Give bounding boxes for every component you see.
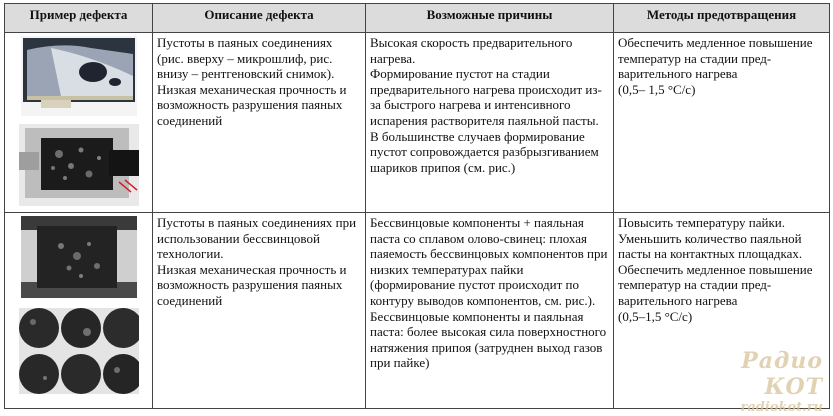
prevention-text: Обеспечить медленное повышение температур на стадии предварительного нагрева xyxy=(618,35,813,82)
cause-text: Высокая скорость предварительного нагрева. xyxy=(370,35,573,66)
description-text: Низкая механическая прочность и возможность разрушения паяных соединений xyxy=(157,81,347,128)
cause-text: Бессвинцовые компоненты + паяльная паста со сплавом олово-свинец: плохая паяемость бессвинцовых компонентов при низких температурах пайки (формирование пустот происходит по контуру выводов компонентов, см. рис.). xyxy=(370,215,608,308)
watermark-title: Радио КОТ xyxy=(741,348,823,400)
possible-causes-1 xyxy=(366,33,614,213)
xray-image xyxy=(19,124,139,206)
header-defect-description: Описание дефекта xyxy=(153,4,366,33)
prevention-text: (0,5–1,5 °С/с) xyxy=(618,308,693,324)
prevention-methods-1 xyxy=(614,33,830,213)
defect-example-images-2 xyxy=(5,213,153,409)
microsection-image xyxy=(21,36,137,116)
table-header-row xyxy=(5,4,830,33)
prevention-text: Повысить температуру пайки. xyxy=(618,215,785,230)
prevention-text: Уменьшить количество паяльной пасты на контактных площадках. xyxy=(618,230,803,262)
cause-text: Формирование пустот на стадии предварительного нагрева происходит из-за быстрого нагрева и интенсивного испарения растворителя паяльной пасты. В большинстве случаев формирование пустот сопровождается разбрызгиванием шариков припоя (см. рис.) xyxy=(370,66,602,175)
table-row xyxy=(5,33,830,213)
description-text: Пустоты в паяных соединениях при использовании бессвинцовой технологии. xyxy=(157,215,357,262)
table-row xyxy=(5,213,830,409)
prevention-methods-2 xyxy=(614,213,830,409)
possible-causes-2 xyxy=(366,213,614,409)
header-possible-causes: Возможные причины xyxy=(366,4,614,33)
watermark-url: radiokot.ru xyxy=(740,400,823,415)
prevention-text: Обеспечить медленное повышение температур на стадии предварительного нагрева xyxy=(618,261,813,308)
defects-table xyxy=(4,3,830,409)
defect-example-images-1 xyxy=(5,33,153,213)
header-defect-example: Пример дефекта xyxy=(5,4,153,33)
document-page xyxy=(4,3,829,415)
description-text: Пустоты в паяных соединениях (рис. вверху – микрошлиф, рис. внизу – рентгеновский снимок). xyxy=(157,35,335,82)
defect-description-1 xyxy=(153,33,366,213)
description-text: Низкая механическая прочность и возможность разрушения паяных соединений xyxy=(157,261,347,308)
xray-leadfree-image xyxy=(21,216,137,298)
cause-text: Бессвинцовые компоненты и паяльная паста: более высокая сила поверхностного натяжения припоя (затруднен выход газов при пайке) xyxy=(370,308,607,371)
header-prevention-methods: Методы предотвращения xyxy=(614,4,830,33)
prevention-text: (0,5– 1,5 °С/с) xyxy=(618,81,696,97)
xray-bga-balls-image xyxy=(19,308,139,394)
defect-description-2 xyxy=(153,213,366,409)
